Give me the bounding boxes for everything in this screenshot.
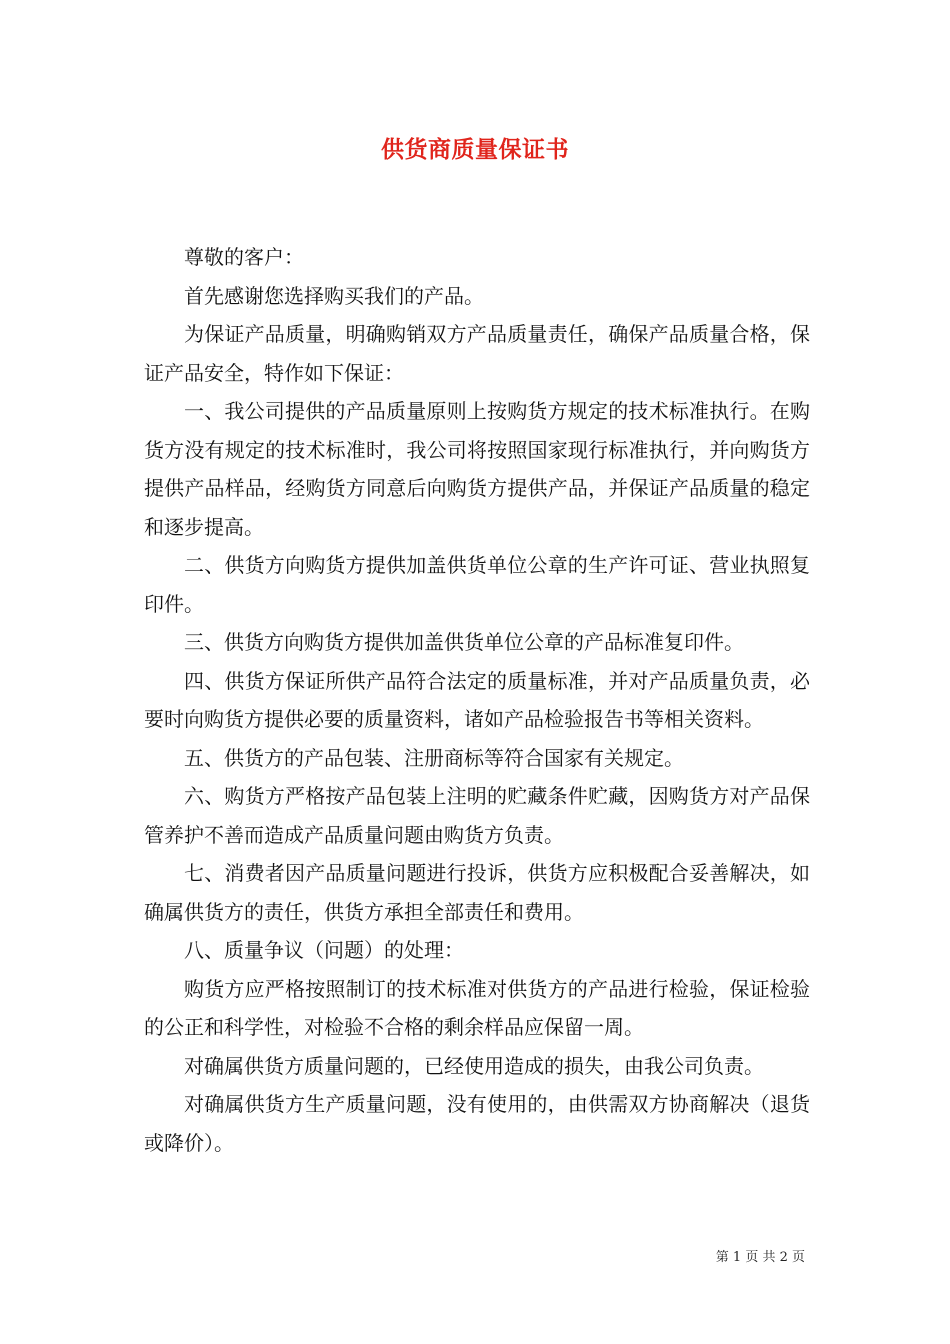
clause-8-used-loss: 对确属供货方质量问题的，已经使用造成的损失，由我公司负责。: [184, 1053, 764, 1078]
document-body: [144, 238, 810, 1162]
paragraph-purpose: 为保证产品质量，明确购销双方产品质量责任，确保产品质量合格，保证产品安全，特作如下保证：: [144, 322, 810, 385]
clause-6: 六、购货方严格按产品包装上注明的贮藏条件贮藏，因购货方对产品保管养护不善而造成产品质量问题由购货方负责。: [144, 784, 810, 847]
clause-8: 八、质量争议（问题）的处理：: [184, 938, 464, 962]
paragraph-intro: 首先感谢您选择购买我们的产品。: [184, 283, 484, 308]
clause-1: 一、我公司提供的产品质量原则上按购货方规定的技术标准执行。在购货方没有规定的技术标准时，我公司将按照国家现行标准执行，并向购货方提供产品样品，经购货方同意后向购货方提供产品，并保证产品质量的稳定和逐步提高。: [144, 399, 810, 539]
clause-5: 五、供货方的产品包装、注册商标等符合国家有关规定。: [184, 745, 684, 770]
clause-2: 二、供货方向购货方提供加盖供货单位公章的生产许可证、营业执照复印件。: [144, 553, 810, 616]
clause-8-unused: 对确属供货方生产质量问题，没有使用的，由供需双方协商解决（退货或降价）。: [144, 1092, 810, 1155]
greeting: 尊敬的客户：: [184, 245, 304, 269]
clause-3: 三、供货方向购货方提供加盖供货单位公章的产品标准复印件。: [184, 630, 744, 654]
page-number: 第 1 页 共 2 页: [715, 1250, 805, 1265]
clause-4: 四、供货方保证所供产品符合法定的质量标准，并对产品质量负责，必要时向购货方提供必要的质量资料，诸如产品检验报告书等相关资料。: [144, 668, 810, 731]
clause-7: 七、消费者因产品质量问题进行投诉，供货方应积极配合妥善解决，如确属供货方的责任，供货方承担全部责任和费用。: [144, 861, 810, 924]
clause-8-inspection: 购货方应严格按照制订的技术标准对供货方的产品进行检验，保证检验的公正和科学性，对检验不合格的剩余样品应保留一周。: [144, 976, 810, 1039]
document-title: 供货商质量保证书: [381, 136, 569, 163]
